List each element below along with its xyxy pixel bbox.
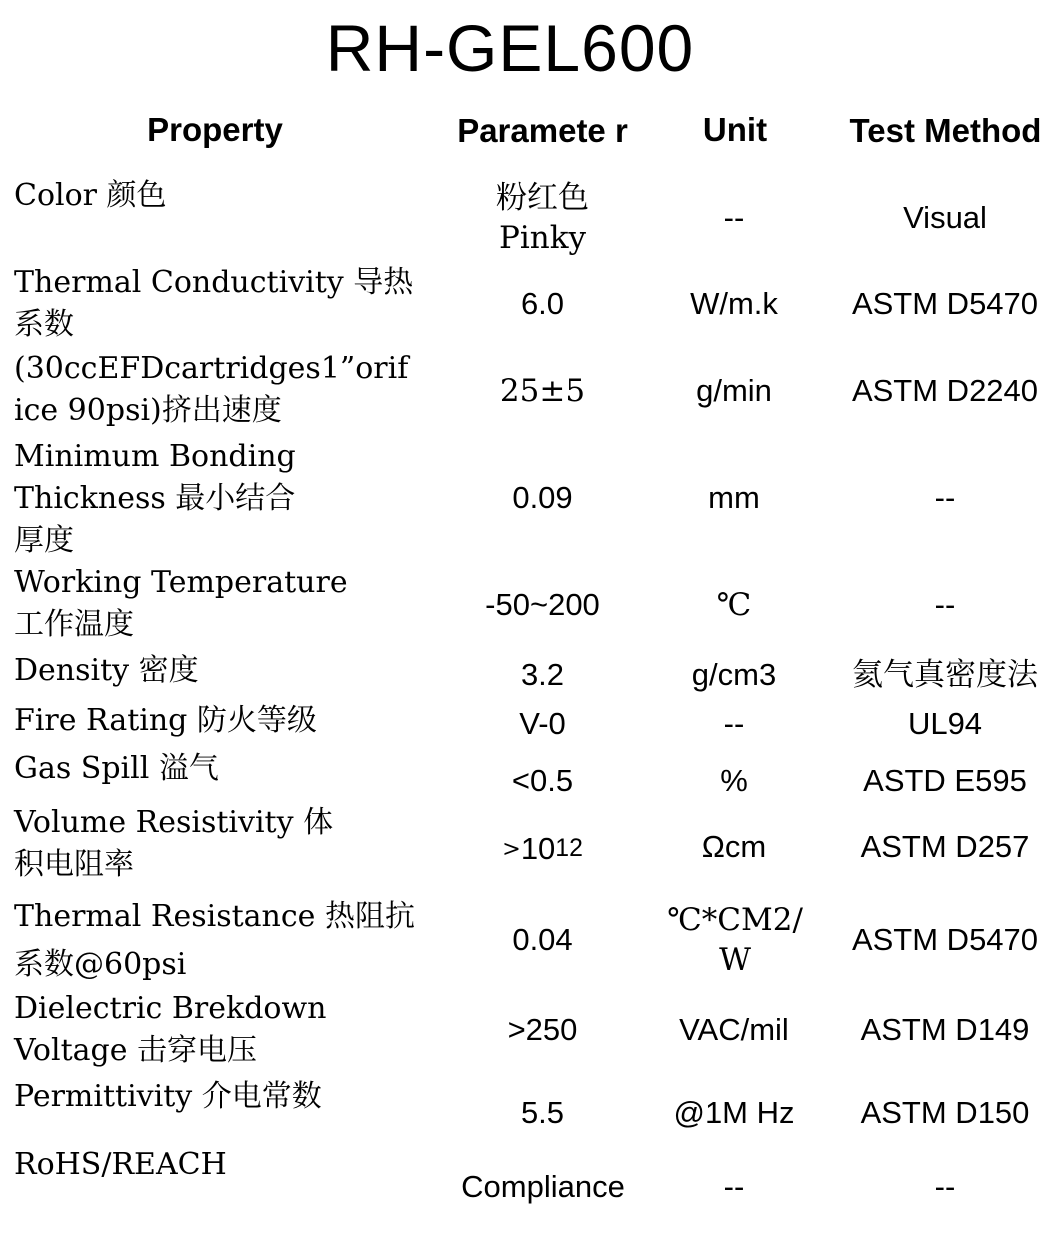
table-row xyxy=(0,436,1063,560)
property-cell: Permittivity 介电常数 xyxy=(14,1079,322,1114)
method-cell: ASTM D5470 xyxy=(851,922,1039,957)
parameter-base: 10 xyxy=(520,831,556,866)
property-cell: RoHS/REACH xyxy=(14,1147,227,1182)
property-cell: Dielectric Brekdown Voltage 击穿电压 xyxy=(14,991,327,1068)
table-row xyxy=(0,650,1063,700)
header-test-method xyxy=(838,90,1053,172)
header-unit: Unit xyxy=(702,111,768,148)
table-row xyxy=(0,562,1063,648)
method-cell: -- xyxy=(934,480,956,515)
unit-cell: ℃*CM2/W xyxy=(667,902,803,978)
property-cell: (30ccEFDcartridges1”orifice 90psi)挤出速度 xyxy=(14,351,409,428)
method-cell: ASTM D5470 xyxy=(851,286,1039,321)
method-cell: ASTM D150 xyxy=(860,1095,1030,1130)
header-property: Property xyxy=(147,111,283,148)
property-cell: Color 颜色 xyxy=(14,178,167,213)
parameter-cell: 3.2 xyxy=(520,657,565,692)
table-row xyxy=(0,802,1063,892)
unit-cell: g/cm3 xyxy=(691,657,777,692)
unit-cell: -- xyxy=(723,199,745,235)
unit-cell: Ωcm xyxy=(701,829,767,864)
table-row xyxy=(0,348,1063,434)
table-row xyxy=(0,893,1063,987)
unit-cell: -- xyxy=(723,1169,745,1204)
method-cell: ASTM D149 xyxy=(860,1012,1030,1047)
property-cell: Working Temperature 工作温度 xyxy=(14,565,348,642)
page-title: RH-GEL600 xyxy=(325,11,695,85)
parameter-cell: 6.0 xyxy=(520,286,565,321)
header-parameter xyxy=(455,90,630,172)
parameter-cell: 粉红色 Pinky xyxy=(496,179,589,256)
unit-cell: @1M Hz xyxy=(673,1095,795,1130)
parameter-cell: >250 xyxy=(507,1012,578,1047)
table-row xyxy=(0,700,1063,748)
method-cell: ASTM D2240 xyxy=(851,373,1039,408)
method-cell: -- xyxy=(934,1169,956,1204)
parameter-cell: > 10 12 xyxy=(455,802,630,892)
property-cell: Minimum Bonding Thickness 最小结合厚度 xyxy=(14,439,296,558)
parameter-cell: 5.5 xyxy=(520,1095,565,1130)
property-cell: Fire Rating 防火等级 xyxy=(14,703,317,738)
parameter-cell: -50~200 xyxy=(485,587,600,622)
parameter-cell: 25±5 xyxy=(499,373,586,409)
table-row xyxy=(0,748,1063,804)
parameter-cell: Compliance xyxy=(461,1169,625,1204)
table-row xyxy=(0,262,1063,346)
property-cell: Volume Resistivity 体积电阻率 xyxy=(14,805,334,882)
parameter-cell: V-0 xyxy=(519,706,566,741)
unit-cell: mm xyxy=(708,480,760,515)
property-cell: Density 密度 xyxy=(14,653,199,688)
parameter-cell: 0.04 xyxy=(512,922,573,957)
property-cell: Gas Spill 溢气 xyxy=(14,751,219,786)
unit-cell: -- xyxy=(723,706,745,741)
unit-cell: g/min xyxy=(696,373,772,408)
property-cell: Thermal Conductivity 导热系数 xyxy=(14,265,414,342)
header-test-method-label: Test Method xyxy=(849,112,1042,149)
method-cell: UL94 xyxy=(907,706,983,741)
table-row xyxy=(0,988,1063,1072)
method-cell: 氦气真密度法 xyxy=(852,657,1038,693)
property-cell: Thermal Resistance 热阻抗系数@60psi xyxy=(14,899,415,982)
method-cell: ASTD E595 xyxy=(863,763,1027,798)
method-cell: Visual xyxy=(903,199,987,235)
header-parameter-label: Paramete r xyxy=(457,112,628,149)
method-cell: ASTM D257 xyxy=(860,829,1030,864)
table-row xyxy=(0,1144,1063,1230)
unit-cell: ℃ xyxy=(716,587,752,623)
parameter-cell: 0.09 xyxy=(512,480,573,515)
parameter-cell: <0.5 xyxy=(511,763,574,798)
unit-cell: VAC/mil xyxy=(679,1012,789,1047)
unit-cell: % xyxy=(720,763,748,798)
table-row xyxy=(0,175,1063,260)
unit-cell: W/m.k xyxy=(690,286,778,321)
parameter-prefix: > xyxy=(502,836,521,862)
method-cell: -- xyxy=(934,587,956,622)
table-row xyxy=(0,1076,1063,1136)
